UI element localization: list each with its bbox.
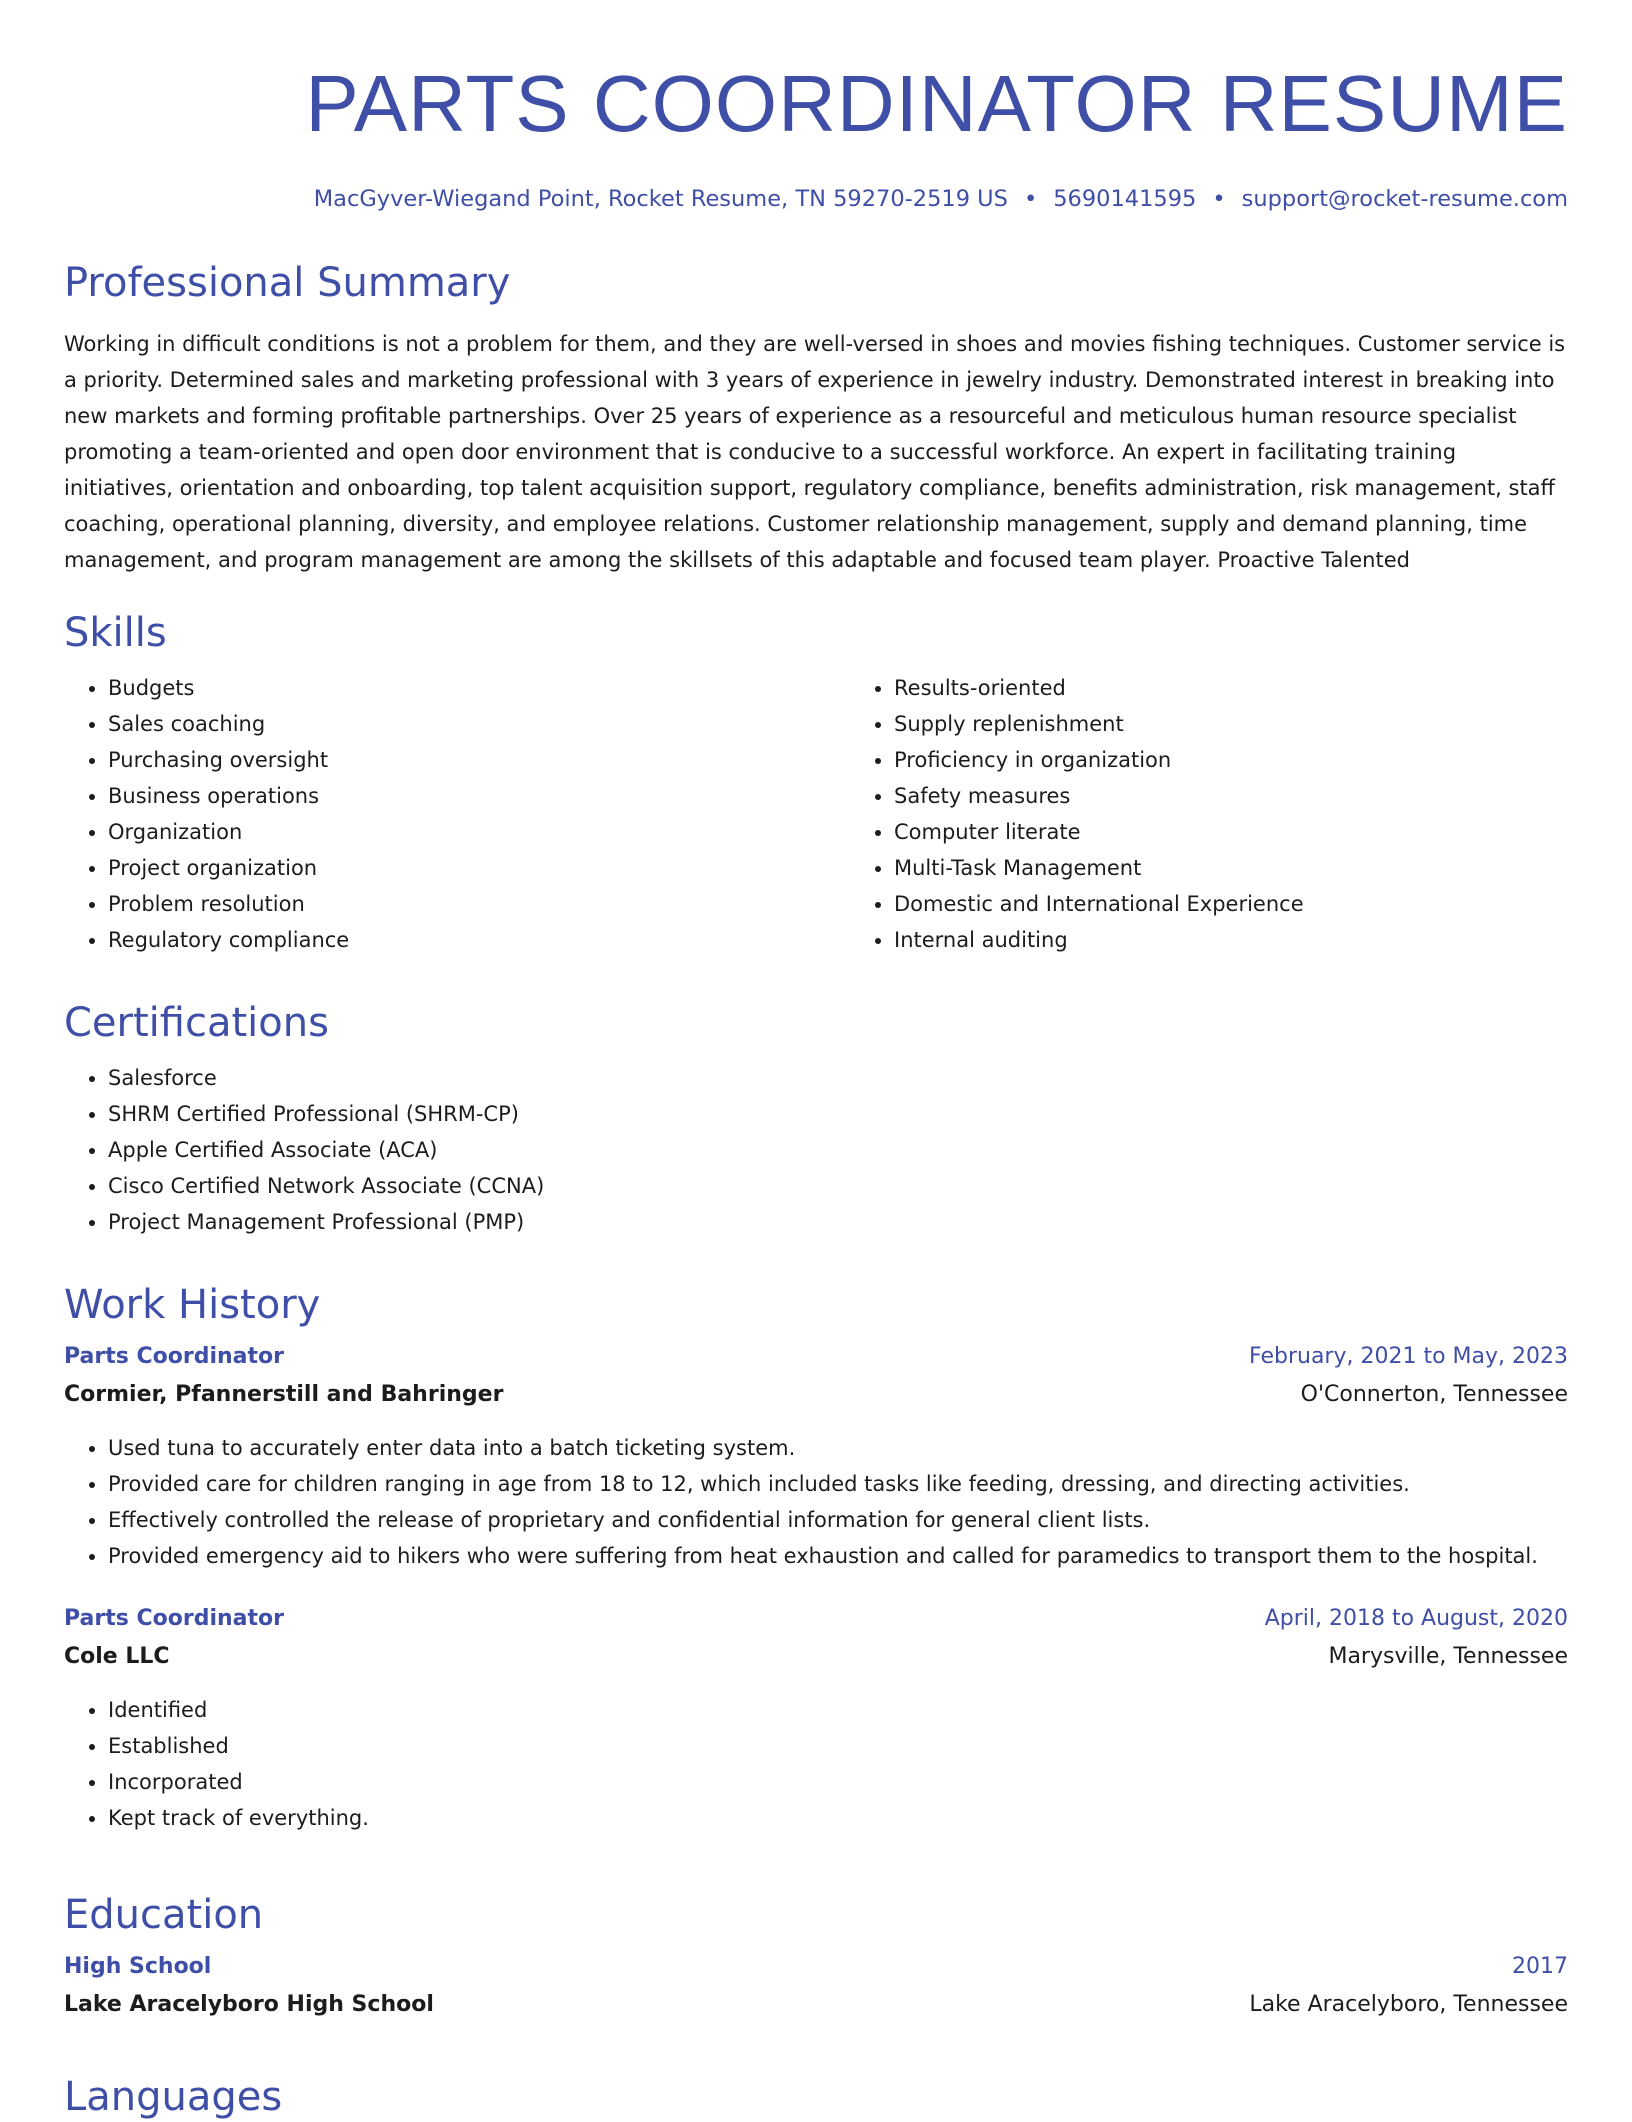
job-location: O'Connerton, Tennessee [1300, 1382, 1568, 1407]
skill-item: • Regulatory compliance [108, 922, 850, 958]
work-history-section [64, 1280, 1568, 1836]
job-bullet: • Kept track of everything. [108, 1800, 1568, 1836]
skills-heading: Skills [64, 610, 167, 656]
education-degree: High School [64, 1954, 212, 1979]
job-bullets [64, 1692, 1568, 1836]
certifications-list [64, 1060, 1568, 1240]
job-bullet: • Used tuna to accurately enter data into a batch ticketing system. [108, 1430, 1568, 1466]
certification-item: • Salesforce [108, 1060, 1568, 1096]
certification-item: • SHRM Certified Professional (SHRM-CP) [108, 1096, 1568, 1132]
skill-item: • Multi-Task Management [894, 850, 1568, 886]
skills-grid [64, 670, 1568, 958]
job-bullet: • Effectively controlled the release of proprietary and confidential information for general client lists. [108, 1502, 1568, 1538]
contact-line [64, 184, 1568, 214]
education-header [64, 1948, 1568, 1986]
education-entry [64, 1948, 1568, 2024]
certifications-heading: Certifications [64, 1000, 329, 1046]
skill-item: • Supply replenishment [894, 706, 1568, 742]
skill-item: • Purchasing oversight [108, 742, 850, 778]
job-company: Cole LLC [64, 1644, 170, 1669]
job-bullet: • Provided emergency aid to hikers who were suffering from heat exhaustion and called for paramedics to transport them to the hospital. [108, 1538, 1568, 1574]
job-title: Parts Coordinator [64, 1344, 284, 1369]
job-location: Marysville, Tennessee [1328, 1644, 1568, 1669]
skill-item: • Results-oriented [894, 670, 1568, 706]
job-header [64, 1600, 1568, 1638]
education-location: Lake Aracelyboro, Tennessee [1249, 1992, 1568, 2017]
languages-heading: Languages [64, 2074, 283, 2120]
job-bullet: • Provided care for children ranging in age from 18 to 12, which included tasks like feeding, dressing, and directing activities. [108, 1466, 1568, 1502]
job-subheader [64, 1376, 1568, 1414]
skills-list-right [850, 670, 1568, 958]
job-bullet: • Incorporated [108, 1764, 1568, 1800]
contact-separator: • [1023, 186, 1038, 212]
job-bullets [64, 1430, 1568, 1574]
contact-phone[interactable]: 5690141595 [1053, 186, 1197, 212]
skill-item: • Budgets [108, 670, 850, 706]
job-title: Parts Coordinator [64, 1606, 284, 1631]
contact-email[interactable]: support@rocket-resume.com [1241, 186, 1568, 212]
certification-item: • Apple Certified Associate (ACA) [108, 1132, 1568, 1168]
job-dates: April, 2018 to August, 2020 [1264, 1606, 1568, 1631]
skill-item: • Computer literate [894, 814, 1568, 850]
job-bullet: • Identified [108, 1692, 1568, 1728]
education-section [64, 1890, 1568, 2024]
skill-item: • Safety measures [894, 778, 1568, 814]
education-year: 2017 [1512, 1954, 1568, 1979]
education-school: Lake Aracelyboro High School [64, 1992, 434, 2017]
skill-item: • Project organization [108, 850, 850, 886]
job-subheader [64, 1638, 1568, 1676]
resume-page [64, 0, 1568, 2120]
summary-heading: Professional Summary [64, 260, 511, 306]
languages-section [64, 2072, 1568, 2122]
certification-item: • Cisco Certified Network Associate (CCNA) [108, 1168, 1568, 1204]
job-bullet: • Established [108, 1728, 1568, 1764]
job-entry [64, 1600, 1568, 1836]
skills-section [64, 608, 1568, 958]
education-heading: Education [64, 1892, 264, 1938]
skill-item: • Business operations [108, 778, 850, 814]
skill-item: • Sales coaching [108, 706, 850, 742]
summary-text: Working in difficult conditions is not a problem for them, and they are well-versed in shoes and movies fishing techniques. Customer service is a priority. Determined sales and marketing professional with 3 years of experience in jewelry industry. Demonstrated interest in breaking into new markets and forming profitable partnerships. Over 25 years of experience as a resourceful and meticulous human resource specialist promoting a team-oriented and open door environment that is conducive to a successful workforce. An expert in facilitating training initiatives, orientation and onboarding, top talent acquisition support, regulatory compliance, benefits administration, risk management, staff coaching, operational planning, diversity, and employee relations. Customer relationship management, supply and demand planning, time management, and program management are among the skillsets of this adaptable and focused team player. Proactive Talented [64, 332, 1566, 572]
education-subheader [64, 1986, 1568, 2024]
work-history-heading: Work History [64, 1282, 321, 1328]
certifications-section [64, 998, 1568, 1240]
skill-item: • Domestic and International Experience [894, 886, 1568, 922]
skill-item: • Problem resolution [108, 886, 850, 922]
job-entry [64, 1338, 1568, 1574]
contact-separator: • [1212, 186, 1226, 212]
skills-list-left [64, 670, 850, 958]
job-dates: February, 2021 to May, 2023 [1249, 1344, 1568, 1369]
skill-item: • Proficiency in organization [894, 742, 1568, 778]
contact-address: MacGyver-Wiegand Point, Rocket Resume, TN 59270-2519 US [313, 186, 1008, 212]
certification-item: • Project Management Professional (PMP) [108, 1204, 1568, 1240]
job-header [64, 1338, 1568, 1376]
job-company: Cormier, Pfannerstill and Bahringer [64, 1382, 504, 1407]
skill-item: • Organization [108, 814, 850, 850]
summary-section [64, 258, 1568, 578]
skill-item: • Internal auditing [894, 922, 1568, 958]
resume-title: PARTS COORDINATOR RESUME [305, 59, 1568, 148]
